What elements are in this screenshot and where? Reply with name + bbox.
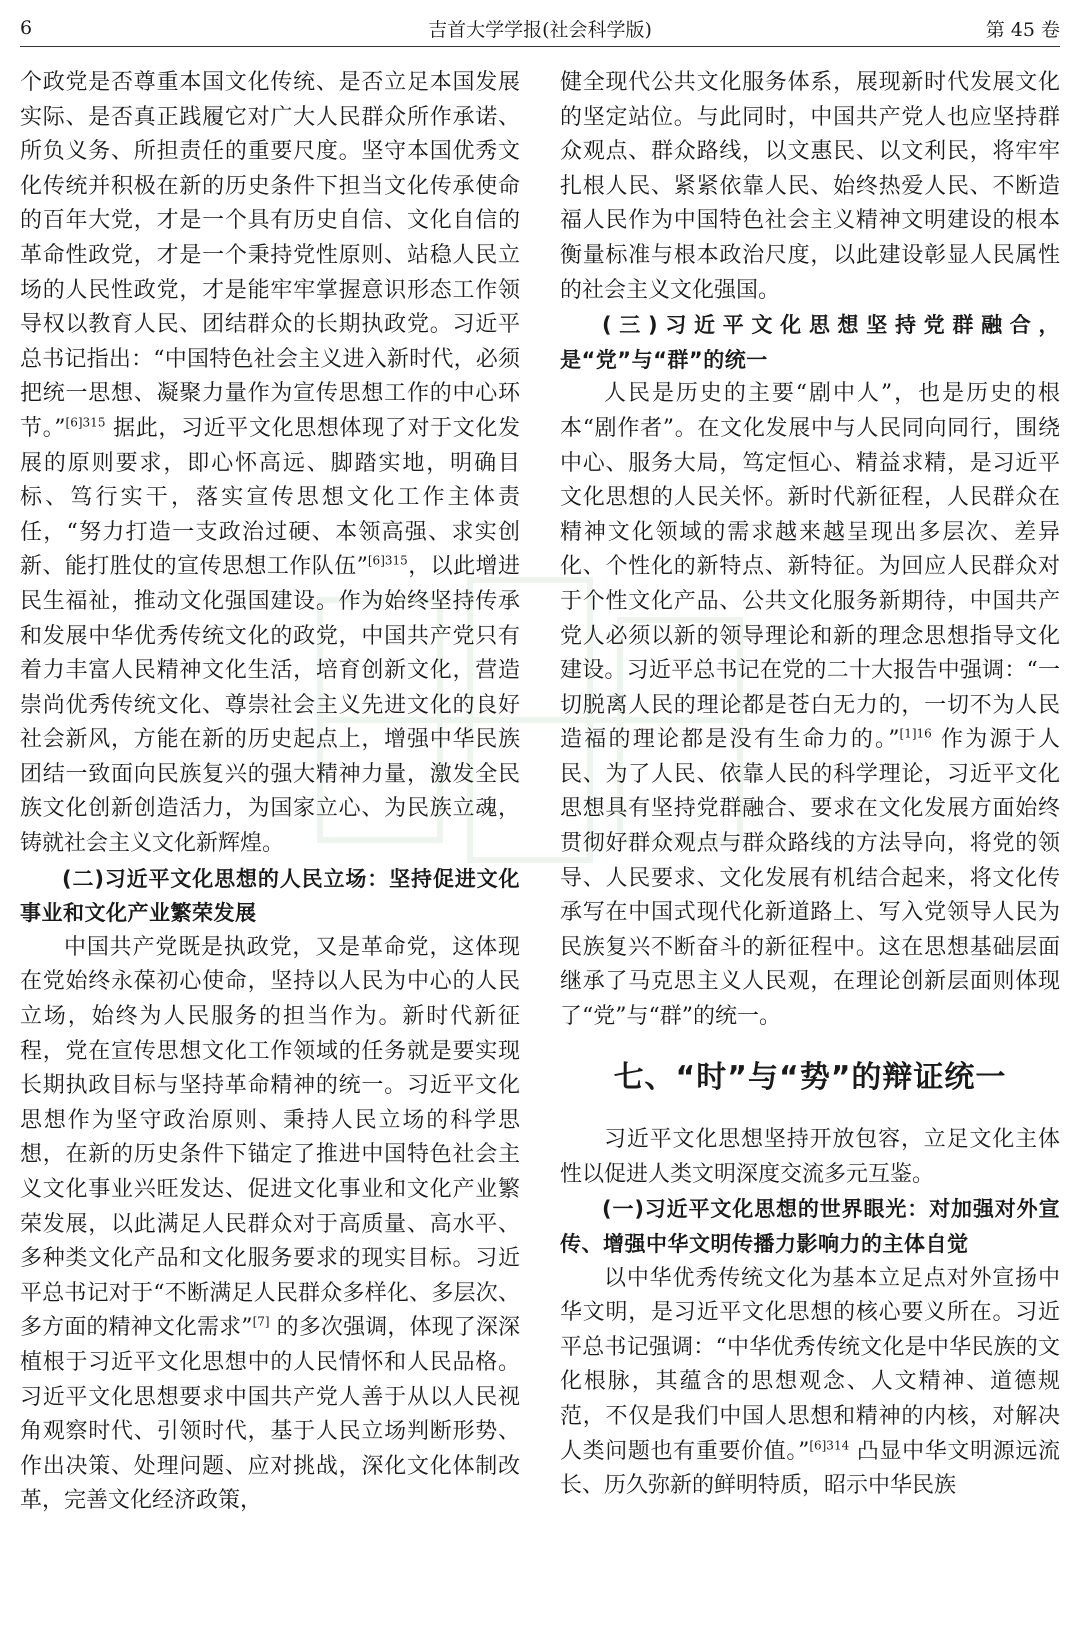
citation: [6]315 [367, 553, 408, 568]
running-header [20, 10, 1060, 47]
paragraph: 习近平文化思想坚持开放包容，立足文化主体性以促进人类文明深度交流多元互鉴。 [560, 1127, 1060, 1187]
journal-title: 吉首大学学报(社会科学版) [428, 18, 652, 41]
page-number: 6 [20, 17, 33, 39]
left-column [20, 66, 520, 1519]
paragraph: 中国共产党既是执政党，又是革命党，这体现在党始终永葆初心使命，坚持以人民为中心的人民立场，始终为人民服务的担当作为。新时代新征程，党在宣传思想文化工作领域的任务就是要实现长期执政目标与坚持革命精神的统一。习近平文化思想作为坚守政治原则、秉持人民立场的科学思想，在新的历史条件下锚定了推进中国特色社会主义文化事业兴旺发达、促进文化事业和文化产业繁荣发展，以此满足人民群众对于高质量、高水平、多种类文化产品和文化服务要求的现实目标。习近平总书记对于“不断满足人民群众多样化、多层次、多方面的精神文化需求”[7] 的多次强调，体现了深深植根于习近平文化思想中的人民情怀和人民品格。习近平文化思想要求中国共产党人善于从以人民视角观察时代、引领时代，基于人民立场判断形势、作出决策、处理问题、应对挑战，深化文化体制改革，完善文化经济政策， [20, 934, 520, 1514]
section-heading: 七、“时”与“势”的辩证统一 [613, 1059, 1007, 1095]
paragraph: 个政党是否尊重本国文化传统、是否立足本国发展实际、是否真正践履它对广大人民群众所作承诺、所负义务、所担责任的重要尺度。坚守本国优秀文化传统并积极在新的历史条件下担当文化传承使命的百年大党，才是一个具有历史自信、文化自信的革命性政党，才是一个秉持党性原则、站稳人民立场的人民性政党，才是能牢牢掌握意识形态工作领导权以教育人民、团结群众的长期执政党。习近平总书记指出：“中国特色社会主义进入新时代，必须把统一思想、凝聚力量作为宣传思想工作的中心环节。”$^{[6]315}$ 据此，习近平文化思想体现了对于文化发展的原则要求，即心怀高远、脚踏实地，明确目标、笃行实干，落实宣传思想文化工作主体责任，“努力打造一支政治过硬、本领高强、求实创新、能打胜仗的宣传思想工作队伍”$^{[6]315}$，以此增进民生福祉，推动文化强国建设。作为始终坚持传承和发展中华优秀传统文化的政党，中国共产党只有着力丰富人民精神文化生活，培育创新文化，营造崇尚优秀传统文化、尊崇社会主义先进文化的良好社会新风，方能在新的历史起点上，增强中华民族团结一致面向民族复兴的强大精神力量，激发全民族文化创新创造活力，为国家立心、为民族立魂，铸就社会主义文化新辉煌。 [20, 70, 521, 857]
paragraph: 人民是历史的主要“剧中人”，也是历史的根本“剧作者”。在文化发展中与人民同向同行，围绕中心、服务大局，笃定恒心、精益求精，是习近平文化思想的人民关怀。新时代新征程，人民群众在精神文化领域的需求越来越呈现出多层次、差异化、个性化的新特点、新特征。为回应人民群众对于个性文化产品、公共文化服务新期待，中国共产党人必须以新的领导理论和新的理念思想指导文化建设。习近平总书记在党的二十大报告中强调：“一切脱离人民的理论都是苍白无力的，一切不为人民造福的理论都是没有生命力的。”$^{[1]16}$ 作为源于人民、为了人民、依靠人民的科学理论，习近平文化思想具有坚持党群融合、要求在文化发展方面始终贯彻好群众观点与群众路线的方法导向，将党的领导、人民要求、文化发展有机结合起来，将文化传承写在中国式现代化新道路上、写入党领导人民为民族复兴不断奋斗的新征程中。这在思想基础层面继承了马克思主义人民观，在理论创新层面则体现了“党”与“群”的统一。 [560, 381, 1060, 1030]
citation: [6]314 [809, 1438, 850, 1453]
subsection-heading: (三)习近平文化思想坚持党群融合，是“党”与“群”的统一 [560, 313, 1060, 372]
subsection-heading: (二)习近平文化思想的人民立场：坚持促进文化事业和文化产业繁荣发展 [20, 866, 520, 926]
right-column [560, 66, 1060, 1504]
paragraph: 健全现代公共文化服务体系，展现新时代发展文化的坚定站位。与此同时，中国共产党人也应坚持群众观点、群众路线，以文惠民、以文利民，将牢牢扎根人民、紧紧依靠人民、始终热爱人民、不断造福人民作为中国特色社会主义精神文明建设的根本衡量标准与根本政治尺度，以此建设彰显人民属性的社会主义文化强国。 [560, 70, 1060, 303]
paragraph: 以中华优秀传统文化为基本立足点对外宣扬中华文明，是习近平文化思想的核心要义所在。习近平总书记强调：“中华优秀传统文化是中华民族的文化根脉，其蕴含的思想观念、人文精神、道德规范，不仅是我们中国人思想和精神的内核，对解决人类问题也有重要价值。”$^{[6]314}$ 凸显中华文明源远流长、历久弥新的鲜明特质，昭示中华民族 [560, 1265, 1060, 1499]
subsection-heading: (一)习近平文化思想的世界眼光：对加强对外宣传、增强中华文明传播力影响力的主体自觉 [560, 1197, 1060, 1256]
volume-label: 第 45 卷 [985, 18, 1060, 41]
citation: [6]315 [65, 415, 106, 430]
citation: [1]16 [899, 726, 932, 741]
citation: [7] [252, 1315, 270, 1330]
